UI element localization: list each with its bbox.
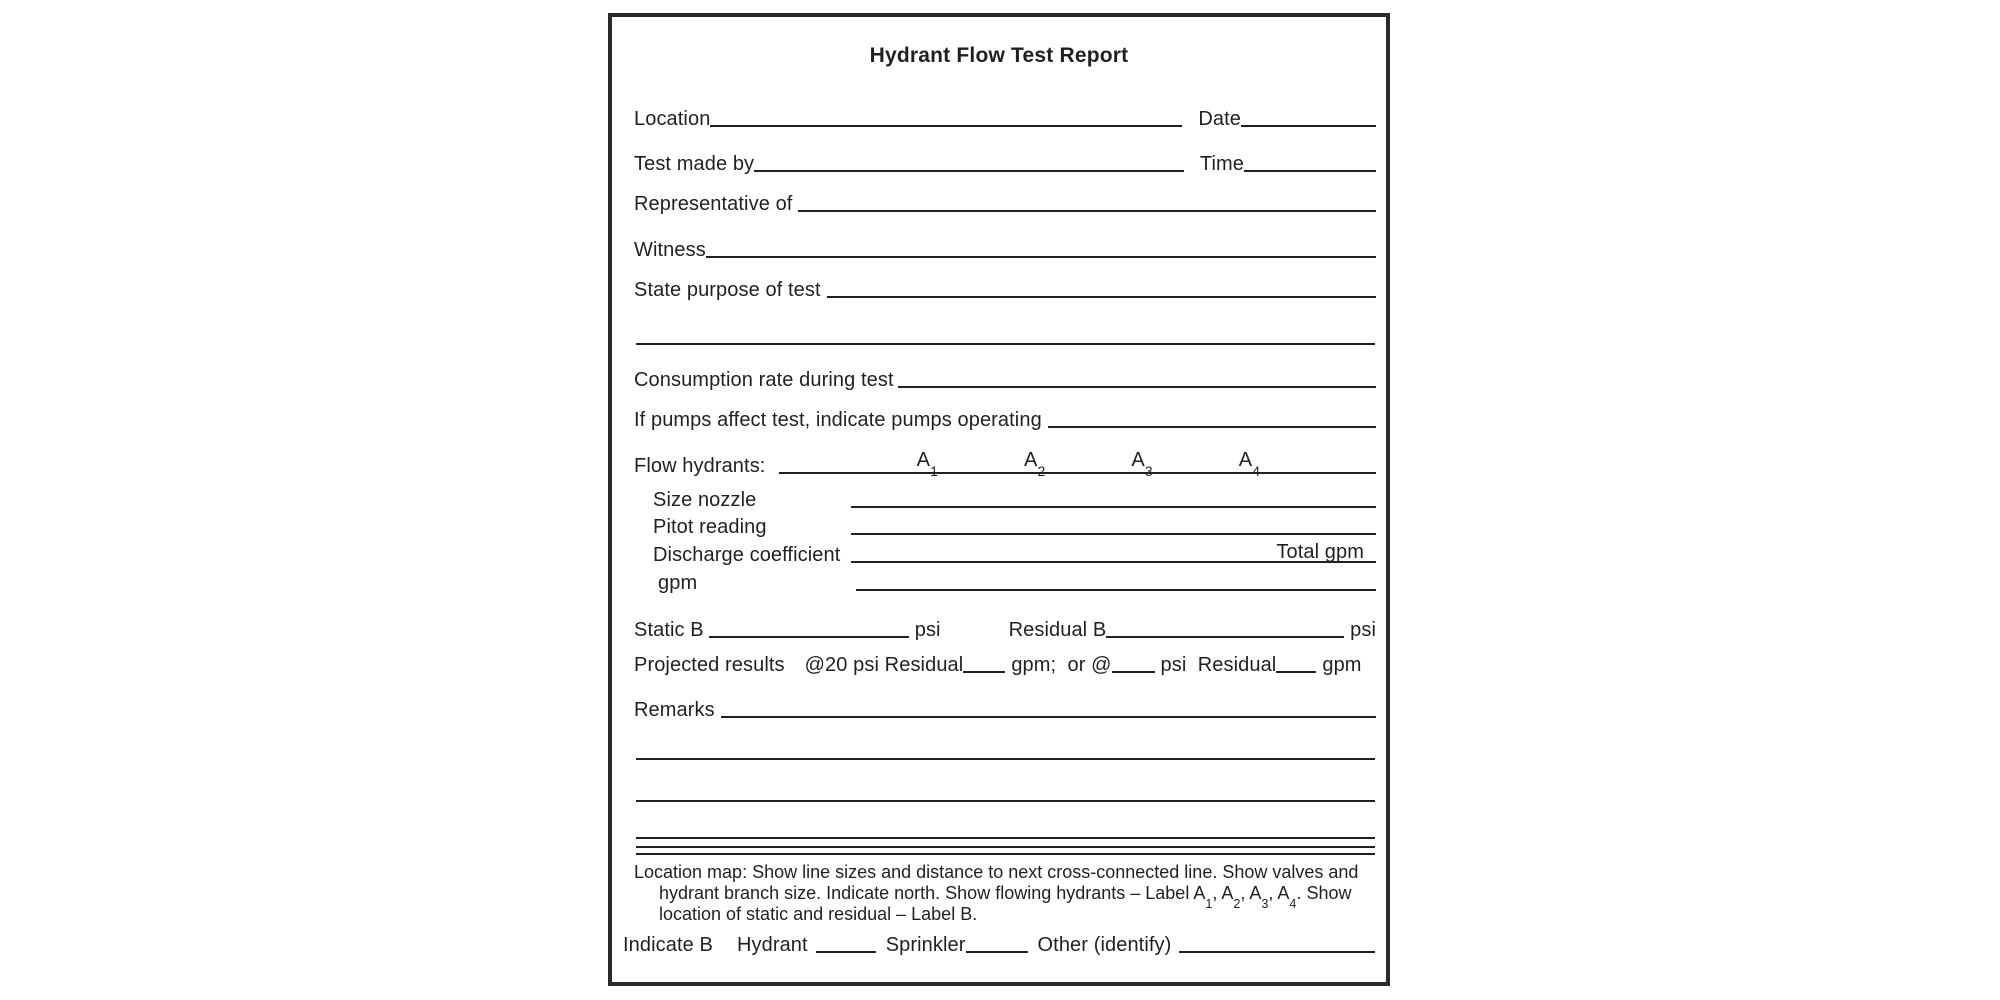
pitot-reading-row <box>653 505 1376 538</box>
test-made-by-line[interactable] <box>754 170 1184 172</box>
column-header-a2: $A_2$ <box>1024 449 1046 479</box>
consumption-rate-row <box>634 358 1376 391</box>
other-identify-label: Other (identify) <box>1037 934 1172 956</box>
residual-psi-label: psi <box>1350 619 1376 641</box>
pumps-operating-label: If pumps affect test, indicate pumps operating <box>634 409 1042 431</box>
representative-of-line[interactable] <box>798 210 1376 212</box>
residual-b-line[interactable] <box>1106 636 1344 638</box>
at-20-psi-residual-label: @20 psi Residual <box>804 654 964 676</box>
date-label: Date <box>1198 108 1241 130</box>
column-header-a1: $A_1$ <box>916 449 938 479</box>
projected-at-psi-line[interactable] <box>1112 671 1155 673</box>
location-date-row <box>634 97 1376 130</box>
column-header-a3: $A_3$ <box>1131 449 1153 479</box>
flow-hydrants-line[interactable] <box>779 449 1376 479</box>
state-purpose-line-2[interactable] <box>636 343 1375 345</box>
location-map-note-line-3: location of static and residual – Label B. <box>659 904 978 924</box>
static-b-line[interactable] <box>709 636 909 638</box>
indicate-b-label: Indicate B <box>623 934 713 956</box>
sprinkler-line[interactable] <box>966 951 1028 953</box>
gpm-or-at-label: gpm; or @ <box>1011 654 1112 676</box>
pumps-operating-line[interactable] <box>1048 426 1376 428</box>
consumption-rate-label: Consumption rate during test <box>634 369 894 391</box>
test-made-by-label: Test made by <box>634 153 755 175</box>
gpm-label: gpm <box>658 572 698 594</box>
projected-results-row <box>634 643 1376 676</box>
representative-of-label: Representative of <box>634 193 793 215</box>
remarks-label: Remarks <box>634 699 715 721</box>
indicate-b-row <box>623 923 1375 956</box>
state-purpose-row <box>634 268 1376 301</box>
witness-line[interactable] <box>706 256 1376 258</box>
representative-of-row <box>634 182 1376 215</box>
projected-residual-gpm-line-2[interactable] <box>1276 671 1316 673</box>
remarks-row <box>634 688 1376 721</box>
witness-label: Witness <box>634 239 706 261</box>
projected-residual-gpm-line[interactable] <box>963 671 1005 673</box>
column-header-a4: $A_4$ <box>1238 449 1261 479</box>
remarks-line-3[interactable] <box>636 800 1375 802</box>
pumps-operating-row <box>634 398 1376 431</box>
sprinkler-label: Sprinkler <box>885 934 966 956</box>
location-map-note-line-1: Location map: Show line sizes and distance to next cross-connected line. Show valves and <box>634 862 1359 882</box>
form-title: Hydrant Flow Test Report <box>869 44 1129 67</box>
gpm-line[interactable] <box>856 589 1376 591</box>
remarks-line-1[interactable] <box>721 716 1376 718</box>
discharge-coefficient-label: Discharge coefficient <box>653 544 841 566</box>
other-identify-line[interactable] <box>1179 951 1375 953</box>
static-residual-row <box>634 608 1376 641</box>
remarks-line-4[interactable] <box>636 837 1375 839</box>
state-purpose-label: State purpose of test <box>634 279 821 301</box>
time-label: Time <box>1199 153 1244 175</box>
hydrant-label: Hydrant <box>736 934 808 956</box>
total-gpm-label: Total gpm <box>1276 541 1364 563</box>
witness-row <box>634 228 1376 261</box>
projected-results-label: Projected results <box>634 654 785 676</box>
static-psi-label: psi <box>914 619 941 641</box>
flow-hydrants-label: Flow hydrants: <box>634 455 766 477</box>
residual-b-label: Residual B <box>1008 619 1107 641</box>
remarks-section-divider <box>636 846 1375 855</box>
location-line[interactable] <box>710 125 1182 127</box>
state-purpose-line[interactable] <box>827 296 1376 298</box>
hydrant-flow-test-report-form <box>608 13 1390 986</box>
size-nozzle-row <box>653 478 1376 511</box>
time-line[interactable] <box>1244 170 1376 172</box>
pitot-reading-label: Pitot reading <box>653 516 767 538</box>
test-made-by-time-row <box>634 142 1376 175</box>
discharge-coefficient-row <box>653 533 1376 566</box>
gpm-unit-label: gpm <box>1322 654 1362 676</box>
location-label: Location <box>634 108 711 130</box>
date-line[interactable] <box>1241 125 1376 127</box>
remarks-line-2[interactable] <box>636 758 1375 760</box>
location-map-note-line-2: hydrant branch size. Indicate north. Show flowing hydrants – Label $A_1$, $A_2$, $A_3$, $A_4$. Show <box>659 883 1352 911</box>
psi-residual-label: psi Residual <box>1160 654 1277 676</box>
hydrant-line[interactable] <box>816 951 876 953</box>
static-b-label: Static B <box>634 619 704 641</box>
size-nozzle-label: Size nozzle <box>653 489 757 511</box>
flow-hydrants-row <box>634 444 1376 479</box>
gpm-row <box>653 561 1376 594</box>
consumption-rate-line[interactable] <box>898 386 1376 388</box>
